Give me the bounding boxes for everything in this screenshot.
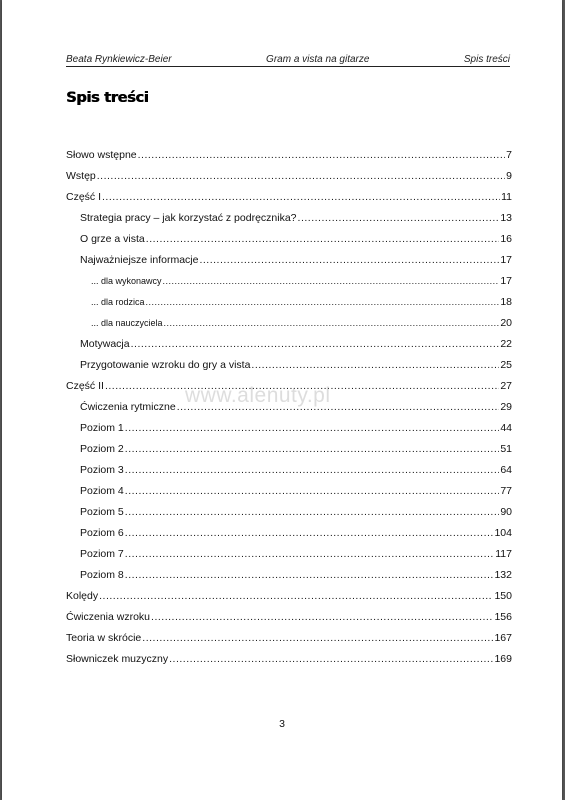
- toc-leader-dots: [125, 565, 494, 586]
- toc-entry-label: Poziom 8: [80, 569, 124, 581]
- toc-entry-page: 7: [506, 149, 512, 161]
- toc-leader-dots: [125, 439, 500, 460]
- toc-entry-label: Część II: [66, 380, 104, 392]
- toc-entry-label: Wstęp: [66, 170, 96, 182]
- toc-leader-dots: [125, 481, 500, 502]
- toc-entry-label: Poziom 4: [80, 485, 124, 497]
- toc-entry: [66, 271, 512, 292]
- toc-entry: [66, 481, 512, 502]
- document-page: [2, 0, 562, 800]
- toc-entry: [66, 166, 512, 187]
- toc-entry: [66, 145, 512, 166]
- toc-leader-dots: [125, 544, 494, 565]
- toc-entry-page: 51: [500, 443, 512, 455]
- toc-entry: [66, 187, 512, 208]
- toc-entry-page: 64: [500, 464, 512, 476]
- toc-entry: [66, 544, 512, 565]
- toc-entry-label: Poziom 7: [80, 548, 124, 560]
- watermark: www.alenuty.pl: [185, 384, 331, 407]
- toc-entry-page: 16: [500, 233, 512, 245]
- running-header: [66, 54, 510, 67]
- toc-entry-page: 27: [500, 380, 512, 392]
- toc-entry-label: Strategia pracy – jak korzystać z podręcznika?: [80, 212, 297, 224]
- toc-entry: [66, 607, 512, 628]
- toc-entry-page: 167: [494, 632, 512, 644]
- toc-entry-label: ... dla wykonawcy: [91, 276, 162, 286]
- toc-entry-page: 9: [506, 170, 512, 182]
- toc-leader-dots: [125, 502, 500, 523]
- toc-entry-page: 18: [500, 296, 512, 308]
- toc-entry-label: Słowo wstępne: [66, 149, 137, 161]
- toc-leader-dots: [199, 250, 499, 271]
- toc-entry-page: 22: [500, 338, 512, 350]
- toc-entry-label: ... dla nauczyciela: [91, 318, 163, 328]
- toc-entry-page: 104: [494, 527, 512, 539]
- toc-entry-page: 77: [500, 485, 512, 497]
- toc-entry: [66, 292, 512, 313]
- toc-entry-label: O grze a vista: [80, 233, 145, 245]
- toc-leader-dots: [97, 166, 505, 187]
- header-author: Beata Rynkiewicz-Beier: [66, 54, 172, 65]
- toc-leader-dots: [298, 208, 500, 229]
- toc-entry-label: Motywacja: [80, 338, 130, 350]
- toc-entry-page: 90: [500, 506, 512, 518]
- toc-entry-page: 17: [500, 275, 512, 287]
- toc-leader-dots: [138, 145, 506, 166]
- toc-leader-dots: [251, 355, 499, 376]
- toc-entry-page: 156: [494, 611, 512, 623]
- toc-leader-dots: [99, 586, 493, 607]
- toc-leader-dots: [125, 418, 500, 439]
- toc-leader-dots: [163, 271, 500, 292]
- toc-leader-dots: [125, 460, 500, 481]
- page-number: 3: [279, 718, 285, 730]
- toc-entry-label: Najważniejsze informacje: [80, 254, 199, 266]
- toc-entry-label: Słowniczek muzyczny: [66, 653, 169, 665]
- toc-entry-label: Ćwiczenia rytmiczne: [80, 401, 176, 413]
- toc-entry-label: Ćwiczenia wzroku: [66, 611, 151, 623]
- toc-entry-label: Poziom 5: [80, 506, 124, 518]
- toc-leader-dots: [146, 292, 500, 313]
- toc-entry: [66, 502, 512, 523]
- toc-entry-page: 169: [494, 653, 512, 665]
- toc-entry-page: 44: [500, 422, 512, 434]
- toc-entry: [66, 439, 512, 460]
- toc-entry-page: 29: [500, 401, 512, 413]
- toc-entry-label: ... dla rodzica: [91, 297, 145, 307]
- toc-entry-label: Teoria w skrócie: [66, 632, 142, 644]
- toc-entry-label: Poziom 3: [80, 464, 124, 476]
- toc-entry-page: 117: [495, 548, 512, 560]
- toc-leader-dots: [164, 313, 500, 334]
- toc-entry: [66, 208, 512, 229]
- toc-entry: [66, 628, 512, 649]
- toc-entry: [66, 586, 512, 607]
- toc-leader-dots: [151, 607, 493, 628]
- toc-entry-label: Część I: [66, 191, 102, 203]
- toc-entry: [66, 523, 512, 544]
- toc-entry: [66, 418, 512, 439]
- toc-entry: [66, 229, 512, 250]
- toc-leader-dots: [102, 187, 500, 208]
- toc-entry: [66, 649, 512, 670]
- toc-entry-label: Poziom 1: [80, 422, 124, 434]
- toc-title: Spis treści: [66, 90, 149, 106]
- toc-entry-page: 25: [500, 359, 512, 371]
- toc-entry-label: Przygotowanie wzroku do gry a vista: [80, 359, 251, 371]
- header-book-title: Gram a vista na gitarze: [266, 54, 370, 65]
- toc-leader-dots: [169, 649, 493, 670]
- toc-entry: [66, 334, 512, 355]
- toc-entry-page: 132: [494, 569, 512, 581]
- toc-entry-page: 150: [494, 590, 512, 602]
- toc-entry-page: 20: [500, 317, 512, 329]
- toc-leader-dots: [146, 229, 500, 250]
- toc-entry-label: Kolędy: [66, 590, 99, 602]
- toc-leader-dots: [131, 334, 500, 355]
- toc-entry-page: 11: [501, 191, 512, 203]
- toc-entry: [66, 313, 512, 334]
- toc-leader-dots: [142, 628, 493, 649]
- toc-entry: [66, 250, 512, 271]
- toc-entry: [66, 355, 512, 376]
- toc-entry-label: Poziom 2: [80, 443, 124, 455]
- toc-entry: [66, 565, 512, 586]
- header-section: Spis treści: [463, 54, 510, 65]
- toc-entry-label: Poziom 6: [80, 527, 124, 539]
- toc-entry-page: 17: [500, 254, 512, 266]
- toc-entry-page: 13: [500, 212, 512, 224]
- toc-entry: [66, 460, 512, 481]
- toc-leader-dots: [125, 523, 494, 544]
